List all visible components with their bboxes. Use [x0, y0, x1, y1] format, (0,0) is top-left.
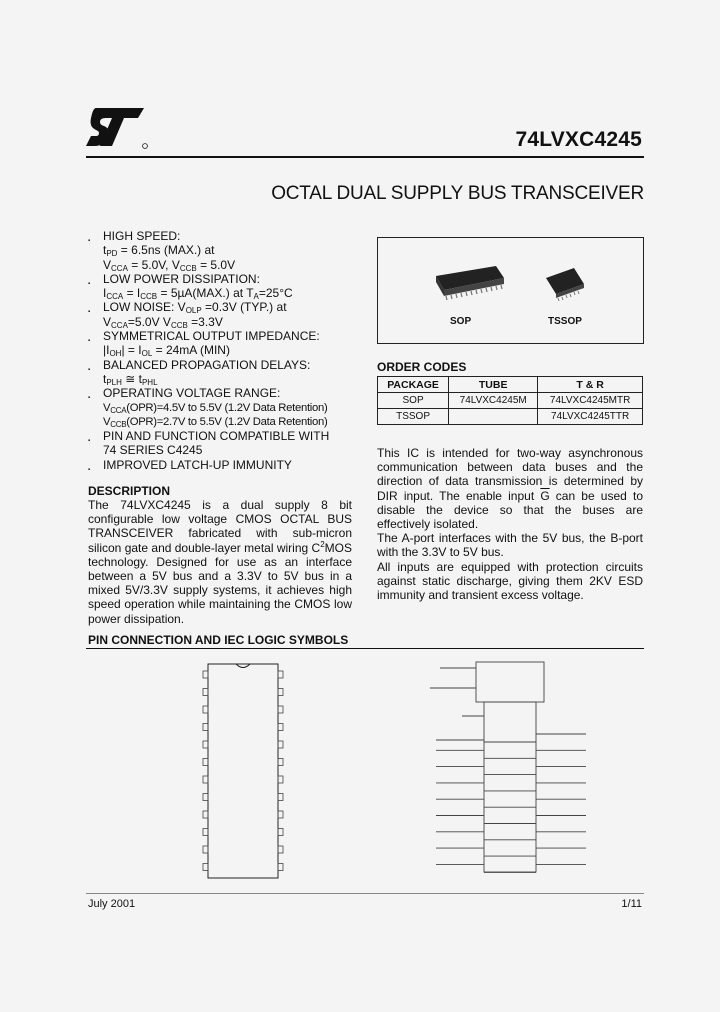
pin-left: [203, 759, 208, 766]
pin-right: [278, 759, 283, 766]
ic-description-text: This IC is intended for two-way asynchronous communication between data buses and the direction of data transmission is determined by DIR input. The enable input $\overline{G}$ can be used to disable the device so that the buses are effectively isolated. The A-port interfaces with the 5V bus, the B-port with the 3.3V to 5V bus. All inputs are equipped with protection circuits against static discharge, giving them 2KV ESD immunity and transient excess voltage.: [377, 446, 643, 603]
order-codes-table: [377, 376, 643, 425]
pin-right: [278, 671, 283, 678]
pin-right: [278, 846, 283, 853]
pin-right: [278, 829, 283, 836]
pin-left: [203, 724, 208, 731]
pin-right: [278, 741, 283, 748]
feature-latch-up: ▪ IMPROVED LATCH-UP IMMUNITY: [88, 457, 292, 473]
part-number: 74LVXC4245: [515, 128, 642, 151]
pin-right: [278, 811, 283, 818]
st-logo: [86, 106, 148, 150]
pin-left: [203, 671, 208, 678]
feature-high-speed: ▪ HIGH SPEED:: [88, 229, 181, 244]
pin-left: [203, 846, 208, 853]
pin-left: [203, 706, 208, 713]
iec-logic-symbol: [430, 662, 586, 872]
description-heading: DESCRIPTION: [88, 484, 171, 498]
feature-symmetrical-output: ▪ SYMMETRICAL OUTPUT IMPEDANCE:: [88, 329, 320, 345]
pin-right: [278, 706, 283, 713]
pin-right: [278, 794, 283, 801]
pin-section-rule: [86, 648, 644, 649]
page-title: OCTAL DUAL SUPPLY BUS TRANSCEIVER: [271, 183, 644, 204]
table-row: TSSOP 74LVXC4245TTR: [378, 409, 643, 425]
table-row: SOP 74LVXC4245M 74LVXC4245MTR: [378, 393, 643, 409]
pin-right: [278, 776, 283, 783]
package-images: [377, 237, 644, 344]
package-illustration: [378, 238, 643, 343]
sop-package-image: [436, 266, 504, 300]
pin-left: [203, 864, 208, 871]
feature-low-power: ▪ LOW POWER DISSIPATION:: [88, 271, 260, 287]
col-tr: T & R: [538, 377, 643, 393]
col-tube: TUBE: [449, 377, 538, 393]
table-header-row: [378, 377, 643, 393]
pin-left: [203, 794, 208, 801]
feature-compatibility: ▪ PIN AND FUNCTION COMPATIBLE WITH: [88, 429, 330, 445]
order-codes-heading: ORDER CODES: [377, 360, 467, 374]
footer-date: July 2001: [88, 898, 136, 910]
col-package: PACKAGE: [378, 377, 449, 393]
tssop-package-image: [546, 268, 584, 301]
footer-rule: [86, 893, 644, 894]
pin-right: [278, 689, 283, 696]
pin-left: [203, 741, 208, 748]
feature-balanced-delays: ▪ BALANCED PROPAGATION DELAYS:: [88, 357, 311, 373]
pin-left: [203, 776, 208, 783]
sop-label: SOP: [450, 316, 472, 327]
pin-connection-diagram: [203, 664, 283, 878]
pin-section-heading: PIN CONNECTION AND IEC LOGIC SYMBOLS: [88, 633, 349, 647]
feature-list: ▪ HIGH SPEED: $t_{PD} = 6.5ns$ (MAX.) at $V_{CCA} = 5.0V$, $V_{CCB} = 5.0V$ ▪ LOW POWER DISSIPATION: $I_{CCA} = I_{CCB} = 5\mu A(MAX.)$ at $T_A=25^\circ C$ ▪ LOW NOISE: $V_{OLP} =0.3V$ (TYP.) at $V_{CCA}=5.0V$ $V_{CCB} =3.3V$ ▪ SYMMETRICAL OUTPUT IMPEDANCE: $|I_{OH}| = I_{OL} = 24mA$ (MIN) ▪ BALANCED PROPAGATION DELAYS: $t_{PLH}$ ≅ $t_{PHL}$ ▪ OPERATING VOLTAGE RANGE: $V_{CCA}(OPR)=4.5V$ to 5.5V (1.2V Data Retention) $V_{CCB}(OPR)=2.7V$ to 5.5V (1.2V Data Retention) ▪ PIN AND FUNCTION COMPATIBLE WITH 74 SERIES C4245 ▪ IMPROVED LATCH-UP IMMUNITY: [88, 229, 370, 472]
pin-right: [278, 724, 283, 731]
pin-logic-diagram: [86, 656, 646, 892]
pin-left: [203, 811, 208, 818]
pin-left: [203, 829, 208, 836]
pin-left: [203, 689, 208, 696]
description-text: The 74LVXC4245 is a dual supply 8 bit configurable low voltage CMOS OCTAL BUS TRANSCEIVER fabricated with sub-micron silicon gate and double-layer metal wiring $C^2MOS$ technology. Designed for use as an interface between a 5V bus and a 3.3V to 5V bus in a mixed 5V/3.3V supply systems, it achieves high speed operation while maintaining the CMOS low power dissipation.: [88, 498, 352, 626]
feature-voltage-range: ▪ OPERATING VOLTAGE RANGE:: [88, 386, 281, 402]
footer-page: 1/11: [621, 898, 642, 910]
header-rule: [86, 156, 644, 158]
pin-right: [278, 864, 283, 871]
tssop-label: TSSOP: [548, 316, 582, 327]
feature-low-noise: ▪ LOW NOISE: $V_{OLP} =0.3V$ (TYP.) at: [88, 300, 287, 316]
